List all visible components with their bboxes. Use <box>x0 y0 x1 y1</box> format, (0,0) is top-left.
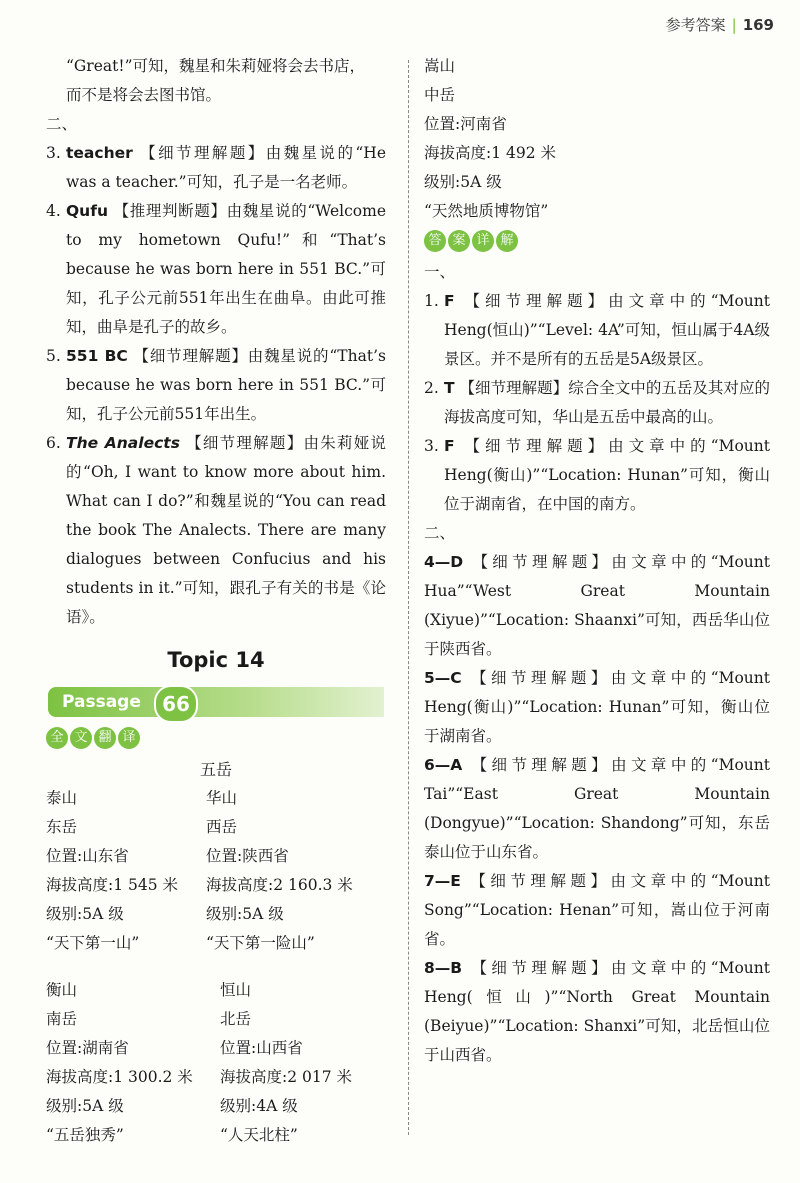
answer-item <box>424 954 770 1070</box>
answer-key: F <box>444 437 455 455</box>
mountain-row <box>46 1005 386 1034</box>
answer-text: 【细节理解题】由文章中的“Mount Heng(恒山)”“North Great Mountain (Beiyue)”“Location: Shanxi”可知，北岳恒山位于山西省。 <box>424 959 770 1064</box>
cell: 位置:山东省 <box>46 847 129 865</box>
item-number: 5. <box>46 347 61 365</box>
answer-item <box>46 342 386 429</box>
song-line: “天然地质博物馆” <box>424 202 549 220</box>
answer-key: F <box>444 292 455 310</box>
mountain-row <box>46 1121 386 1150</box>
cell: 东岳 <box>46 818 78 836</box>
tag-char: 翻 <box>94 727 116 749</box>
tag-char: 解 <box>496 230 518 252</box>
song-line: 海拔高度:1 492 米 <box>424 144 557 162</box>
passage-label: Passage <box>62 692 141 712</box>
cell: 位置:山西省 <box>220 1039 303 1057</box>
cell: 位置:陕西省 <box>206 847 289 865</box>
answer-text: 【细节理解题】由朱莉娅说的“Oh, I want to know more about him. What can I do?”和魏星说的“You can read the book The Analects. There are many dialogues between Confucius and his students in it.”可知，跟孔子有关的书是《论语》。 <box>66 434 386 626</box>
cell: 南岳 <box>46 1010 78 1028</box>
answer-text: 【细节理解题】由文章中的“Mount Song”“Location: Henan”可知，嵩山位于河南省。 <box>424 872 770 948</box>
item-number: 3. <box>46 144 61 162</box>
answer-key: Qufu <box>66 202 108 220</box>
passage-banner <box>48 685 386 719</box>
tag-char: 译 <box>118 727 140 749</box>
answer-item <box>46 429 386 632</box>
answer-key: 7—E <box>424 872 461 890</box>
passage-number: 66 <box>154 685 198 723</box>
right-column <box>424 52 770 1070</box>
mountain-row <box>46 871 386 900</box>
column-divider <box>408 60 409 1135</box>
cell: 海拔高度:1 545 米 <box>46 876 179 894</box>
mountain-block-1 <box>46 784 386 958</box>
cell: 华山 <box>206 789 238 807</box>
answer-text: 【细节理解题】由文章中的“Mount Heng(衡山)”“Location: Hunan”可知，衡山位于湖南省，在中国的南方。 <box>444 437 770 513</box>
answer-item <box>46 139 386 197</box>
section-heading: 一、 <box>424 263 456 281</box>
section-heading: 二、 <box>46 115 78 133</box>
mountain-row <box>46 1034 386 1063</box>
answer-explanation-tag <box>424 230 770 252</box>
cell: 恒山 <box>220 981 252 999</box>
section-title: 参考答案 <box>665 16 726 34</box>
song-line: 中岳 <box>424 86 456 104</box>
item-number: 1. <box>424 292 439 310</box>
answer-text: 【细节理解题】由文章中的“Mount Heng(恒山)”“Level: 4A”可知，恒山属于4A级景区。并不是所有的五岳是5A级景区。 <box>444 292 770 368</box>
cell: 位置:湖南省 <box>46 1039 129 1057</box>
cell: 级别:5A 级 <box>46 1097 124 1115</box>
answer-text: 【细节理解题】由魏星说的“That’s because he was born here in 551 BC.”可知，孔子公元前551年出生。 <box>66 347 386 423</box>
page-number: 169 <box>742 16 774 34</box>
answer-text: 【细节理解题】由文章中的“Mount Hua”“West Great Mountain (Xiyue)”“Location: Shaanxi”可知，西岳华山位于陕西省。 <box>424 553 770 658</box>
item-number: 3. <box>424 437 439 455</box>
answer-key: teacher <box>66 144 133 162</box>
cell: 海拔高度:2 017 米 <box>220 1068 353 1086</box>
tag-char: 详 <box>472 230 494 252</box>
mountain-row <box>46 976 386 1005</box>
answer-text: 【细节理解题】由文章中的“Mount Tai”“East Great Mountain (Dongyue)”“Location: Shandong”可知，东岳泰山位于山东省。 <box>424 756 770 861</box>
left-column <box>46 52 386 1150</box>
tag-char: 文 <box>70 727 92 749</box>
cell: 海拔高度:1 300.2 米 <box>46 1068 193 1086</box>
answer-item <box>424 374 770 432</box>
cell: “人天北柱” <box>220 1126 298 1144</box>
tag-char: 全 <box>46 727 68 749</box>
answer-text: 【细节理解题】由文章中的“Mount Heng(衡山)”“Location: Hunan”可知，衡山位于湖南省。 <box>424 669 770 745</box>
cell: 衡山 <box>46 981 78 999</box>
mountain-row <box>46 900 386 929</box>
song-line: 嵩山 <box>424 57 456 75</box>
cell: 级别:4A 级 <box>220 1097 298 1115</box>
cell: “五岳独秀” <box>46 1126 124 1144</box>
cell: 北岳 <box>220 1010 252 1028</box>
answer-key: T <box>444 379 455 397</box>
cell: “天下第一险山” <box>206 934 315 952</box>
page-header <box>666 14 774 35</box>
cell: 西岳 <box>206 818 238 836</box>
cell: 级别:5A 级 <box>46 905 124 923</box>
item-number: 2. <box>424 379 439 397</box>
answer-key: 5—C <box>424 669 462 687</box>
header-divider: | <box>731 16 737 34</box>
song-line: 位置:河南省 <box>424 115 507 133</box>
item-number: 4. <box>46 202 61 220</box>
mountain-block-2 <box>46 976 386 1150</box>
answer-key: The Analects <box>66 434 180 452</box>
answer-item <box>424 287 770 374</box>
answer-key: 4—D <box>424 553 464 571</box>
answer-text: 【细节理解题】综合全文中的五岳及其对应的海拔高度可知，华山是五岳中最高的山。 <box>444 379 770 426</box>
answer-key: 6—A <box>424 756 463 774</box>
topic-title: Topic 14 <box>167 648 265 672</box>
cell: 海拔高度:2 160.3 米 <box>206 876 353 894</box>
continued-line: “Great!”可知，魏星和朱莉娅将会去书店， <box>66 57 366 75</box>
answer-item <box>424 751 770 867</box>
translation-tag <box>46 727 386 749</box>
mountain-row <box>46 929 386 958</box>
item-number: 6. <box>46 434 61 452</box>
mountain-row <box>46 1092 386 1121</box>
answer-item <box>424 432 770 519</box>
cell: “天下第一山” <box>46 934 140 952</box>
answer-text: 【细节理解题】由魏星说的“He was a teacher.”可知，孔子是一名老师。 <box>66 144 386 191</box>
continued-line: 而不是将会去图书馆。 <box>66 86 222 104</box>
answer-item <box>424 867 770 954</box>
answer-text: 【推理判断题】由魏星说的“Welcome to my hometown Qufu!”和“That’s because he was born here in 551 BC.”可知，孔子公元前551年出生在曲阜。由此可推知，曲阜是孔子的故乡。 <box>66 202 386 336</box>
section-heading: 二、 <box>424 524 456 542</box>
answer-key: 8—B <box>424 959 463 977</box>
song-block <box>424 52 770 226</box>
tag-char: 案 <box>448 230 470 252</box>
mountain-row <box>46 842 386 871</box>
answer-item <box>424 664 770 751</box>
answer-item <box>46 197 386 342</box>
cell: 级别:5A 级 <box>206 905 284 923</box>
poem-title: 五岳 <box>199 760 232 779</box>
answer-key: 551 BC <box>66 347 128 365</box>
mountain-row <box>46 1063 386 1092</box>
tag-char: 答 <box>424 230 446 252</box>
answer-item <box>424 548 770 664</box>
mountain-row <box>46 813 386 842</box>
mountain-row <box>46 784 386 813</box>
song-line: 级别:5A 级 <box>424 173 502 191</box>
cell: 泰山 <box>46 789 78 807</box>
